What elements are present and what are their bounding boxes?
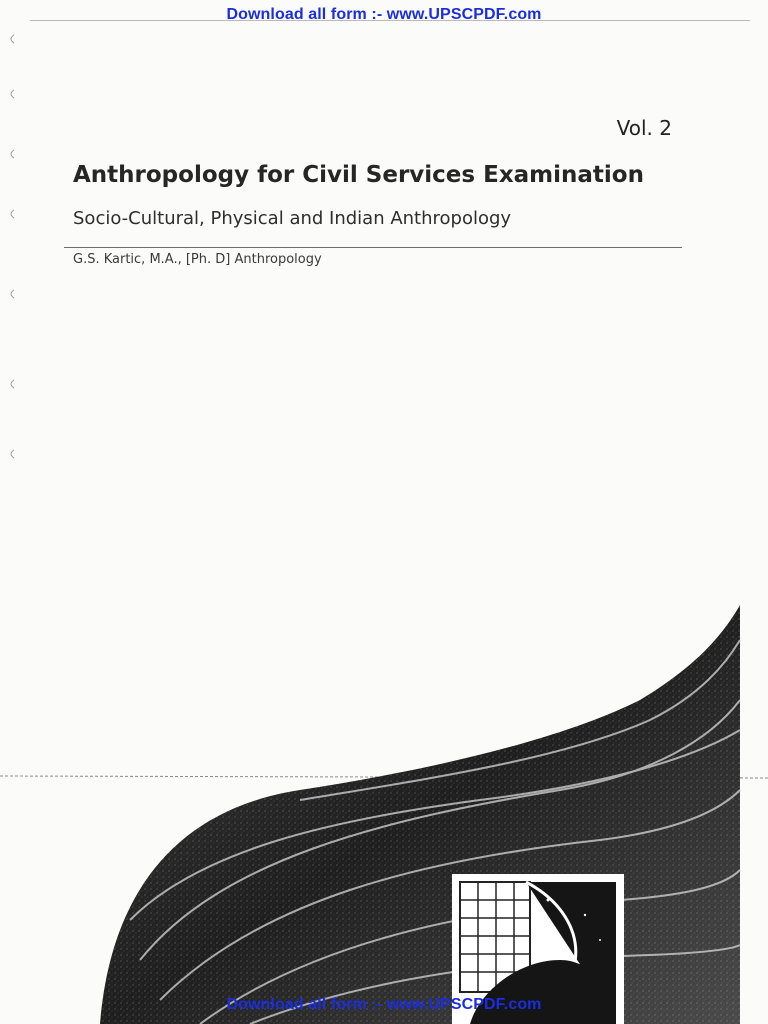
watermark-bottom[interactable]: Download all form :- www.UPSCPDF.com bbox=[226, 996, 542, 1013]
book-title: Anthropology for Civil Services Examination bbox=[73, 162, 644, 188]
volume-label: Vol. 2 bbox=[616, 116, 672, 140]
wave-grain bbox=[100, 605, 740, 1024]
book-subtitle: Socio-Cultural, Physical and Indian Anthropology bbox=[73, 208, 512, 229]
author-line: G.S. Kartic, M.A., [Ph. D] Anthropology bbox=[73, 252, 322, 267]
watermark-top[interactable]: Download all form :- www.UPSCPDF.com bbox=[226, 6, 542, 23]
